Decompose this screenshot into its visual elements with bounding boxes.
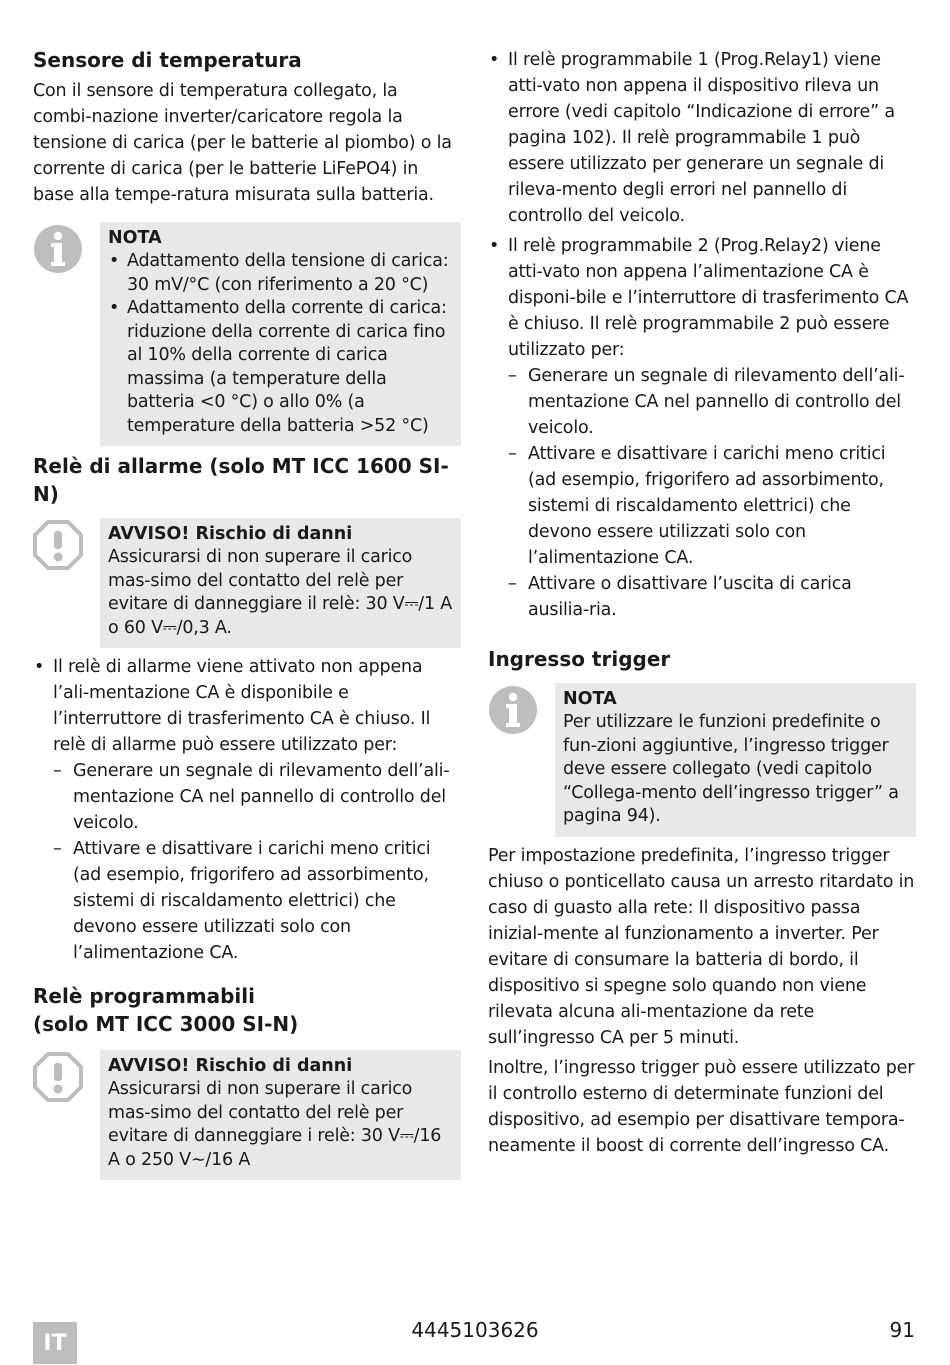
warning-panel xyxy=(100,1050,461,1180)
warning-icon xyxy=(33,520,83,570)
prog-relay-dash-list xyxy=(488,363,916,623)
heading-line: Relè programmabili xyxy=(33,984,256,1008)
warning-text: Assicurarsi di non superare il carico mas-simo del contatto del relè per evitare di danneggiare i relè: 30 V⎓/16 A o 250 V∼/16 A xyxy=(108,1079,442,1170)
temperature-sensor-text: Con il sensore di temperatura collegato, la combi-nazione inverter/caricatore regola la tensione di carica (per le batterie al piombo) o la corrente di carica (per le batterie LiFePO4) in base alla tempe-ratura misurata sulla batteria. xyxy=(33,81,452,205)
alarm-bullet: • Il relè di allarme viene attivato non appena l’ali-mentazione CA è disponibile e l’interruttore di trasferimento CA è chiuso. Il relè di allarme può essere utilizzato per: xyxy=(33,654,461,758)
note-title: NOTA xyxy=(108,228,162,248)
left-column xyxy=(33,46,461,1180)
heading-temperature-sensor: Sensore di temperatura xyxy=(33,48,302,72)
note-item: • Adattamento della corrente di carica: riduzione della corrente di carica fino al 10% della corrente di carica massima (a temperature della batteria <0 °C) o allo 0% (a temperature della batteria >52 °C) xyxy=(108,297,453,438)
note-item: • Adattamento della tensione di carica: 30 mV/°C (con riferimento a 20 °C) xyxy=(108,250,453,297)
trigger-paragraph-2: Inoltre, l’ingresso trigger può essere utilizzato per il controllo esterno di determinate funzioni del dispositivo, ad esempio per disattivare tempora-neamente il boost di corrente dell’ingresso CA. xyxy=(488,1057,915,1156)
dash-item: – Generare un segnale di rilevamento dell’ali-mentazione CA nel pannello di controllo del veicolo. xyxy=(488,363,916,441)
trigger-paragraph-1: Per impostazione predefinita, l’ingresso trigger chiuso o ponticellato causa un arresto ritardato in caso di guasto alla rete: Il dispositivo passa inizial-mente al funzionamento a inverter. Per evitare di consumare la batteria di bordo, il dispositivo si spegne solo quando non viene rilevata alcuna ali-mentazione da rete sull’ingresso CA per 5 minuti. xyxy=(488,845,915,1048)
heading-line: (solo MT ICC 3000 SI-N) xyxy=(33,1012,299,1036)
note-box-trigger xyxy=(488,683,916,837)
warning-box-prog xyxy=(33,1050,461,1180)
warning-icon xyxy=(33,1052,83,1102)
note-panel xyxy=(100,222,461,446)
dash-item: – Attivare o disattivare l’uscita di carica ausilia-ria. xyxy=(488,571,916,623)
prog-relay-bullet: • Il relè programmabile 2 (Prog.Relay2) viene atti-vato non appena l’alimentazione CA è disponi-bile e l’interruttore di trasferimento CA è chiuso. Il relè programmabile 2 può essere utilizzato per: xyxy=(488,233,916,363)
dash-item: – Attivare e disattivare i carichi meno critici (ad esempio, frigorifero ad assorbimento, sistemi di riscaldamento elettrici) che devono essere utilizzati solo con l’alimentazione CA. xyxy=(488,441,916,571)
alarm-list xyxy=(33,654,461,758)
dash-item: – Attivare e disattivare i carichi meno critici (ad esempio, frigorifero ad assorbimento, sistemi di riscaldamento elettrici) che devono essere utilizzati solo con l’alimentazione CA. xyxy=(33,836,461,966)
warning-title: AVVISO! Rischio di danni xyxy=(108,1056,353,1076)
heading-alarm-relay: Relè di allarme (solo MT ICC 1600 SI-N) xyxy=(33,454,449,506)
note-list xyxy=(108,250,453,438)
alarm-dash-list xyxy=(33,758,461,966)
note-title: NOTA xyxy=(563,689,617,709)
note-panel xyxy=(555,683,916,837)
dash-item: – Generare un segnale di rilevamento dell’ali-mentazione CA nel pannello di controllo del veicolo. xyxy=(33,758,461,836)
warning-title: AVVISO! Rischio di danni xyxy=(108,524,353,544)
heading-trigger-input: Ingresso trigger xyxy=(488,647,671,671)
note-box-temperature xyxy=(33,222,461,446)
info-icon xyxy=(488,685,538,735)
heading-programmable-relays xyxy=(33,982,461,1038)
page-number: 91 xyxy=(889,1318,915,1342)
prog-relay-bullet: • Il relè programmabile 1 (Prog.Relay1) viene atti-vato non appena il dispositivo rileva un errore (vedi capitolo “Indicazione di errore” a pagina 102). Il relè programmabile 1 può essere utilizzato per generare un segnale di rileva-mento degli errori nel pannello di controllo del veicolo. xyxy=(488,47,916,229)
note-text: Per utilizzare le funzioni predefinite o fun-zioni aggiuntive, l’ingresso trigger deve essere collegato (vedi capitolo “Collega-mento dell’ingresso trigger” a pagina 94). xyxy=(563,712,899,826)
prog-relay-list xyxy=(488,47,916,363)
right-column xyxy=(488,46,916,1159)
warning-panel xyxy=(100,518,461,648)
warning-box-alarm xyxy=(33,518,461,648)
info-icon xyxy=(33,224,83,274)
warning-text: Assicurarsi di non superare il carico mas-simo del contatto del relè per evitare di danneggiare il relè: 30 V⎓/1 A o 60 V⎓/0,3 A. xyxy=(108,547,453,638)
language-badge: IT xyxy=(33,1322,77,1364)
document-code: 4445103626 xyxy=(411,1318,539,1342)
